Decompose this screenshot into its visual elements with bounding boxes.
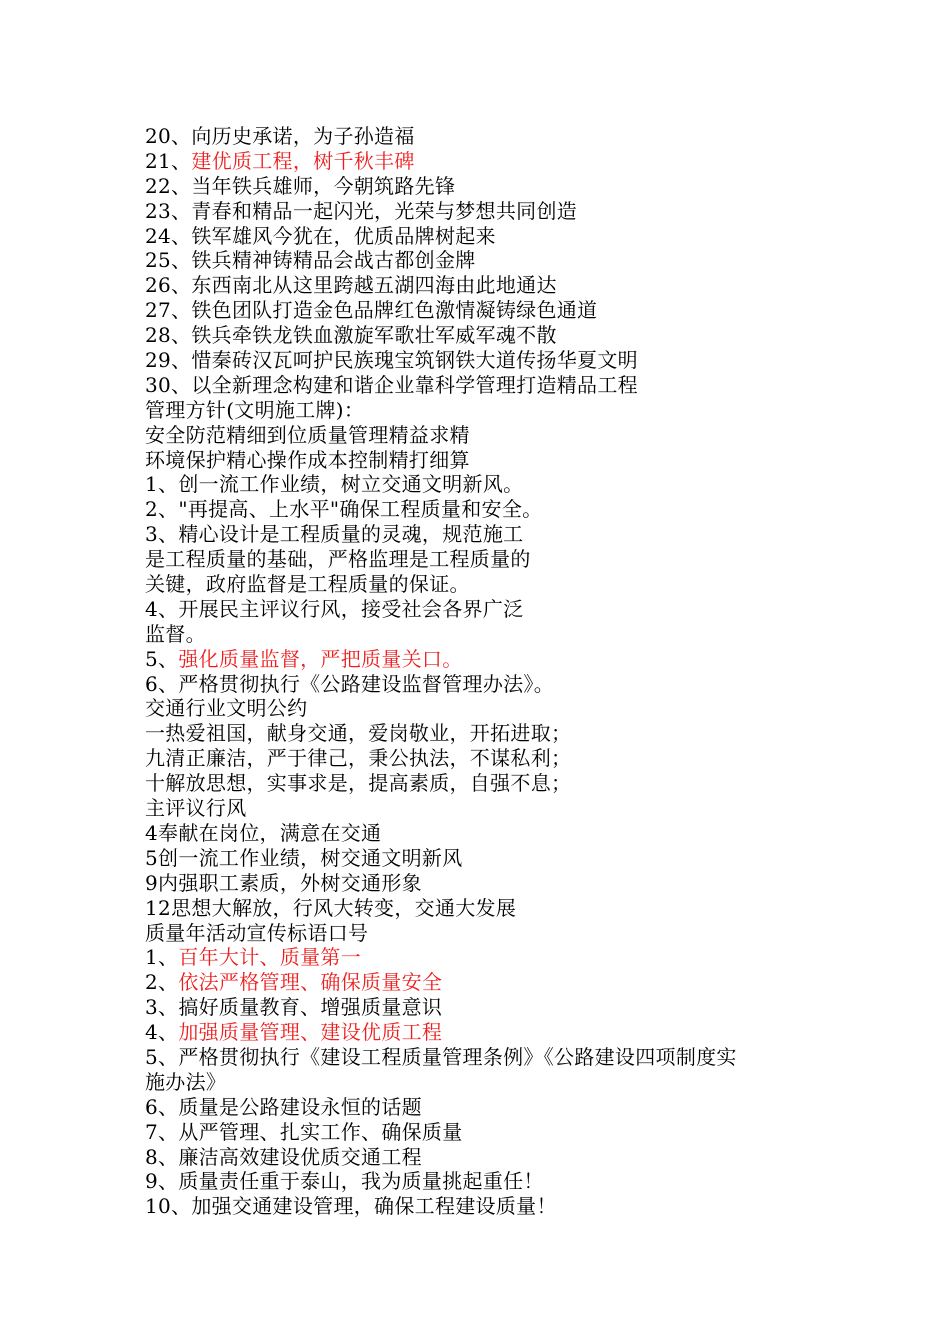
line-number: 28、 bbox=[145, 323, 192, 348]
highlighted-text: 百年大计、质量第一 bbox=[178, 945, 362, 970]
line-text: 加强交通建设管理，确保工程建设质量！ bbox=[191, 1194, 557, 1219]
highlighted-text: 强化质量监督，严把质量关口。 bbox=[178, 646, 463, 671]
line-text: 关键，政府监督是工程质量的保证。 bbox=[145, 572, 470, 597]
line-text: 一热爱祖国，献身交通，爱岗敬业，开拓进取； bbox=[145, 721, 572, 746]
line-number: 10、 bbox=[145, 1194, 192, 1219]
line-number: 5 bbox=[145, 845, 159, 870]
line-text: 施办法》 bbox=[145, 1069, 227, 1094]
document-line bbox=[145, 970, 825, 995]
line-text: 思想大解放，行风大转变，交通大发展 bbox=[171, 895, 517, 920]
line-number: 7、 bbox=[145, 1119, 179, 1144]
line-number: 4 bbox=[145, 820, 159, 845]
line-text: 搞好质量教育、增强质量意识 bbox=[178, 995, 443, 1020]
line-number: 3、 bbox=[145, 522, 179, 547]
document-line bbox=[145, 1020, 825, 1045]
document-line bbox=[145, 323, 825, 348]
line-number: 8、 bbox=[145, 1144, 179, 1169]
document-line bbox=[145, 896, 825, 921]
highlighted-text: 加强质量管理、建设优质工程 bbox=[178, 1020, 443, 1045]
line-number: 1、 bbox=[145, 472, 179, 497]
line-number: 29、 bbox=[145, 348, 192, 373]
document-line bbox=[145, 672, 825, 697]
line-text: 交通行业文明公约 bbox=[145, 696, 308, 721]
line-number: 27、 bbox=[145, 298, 192, 323]
line-number: 21、 bbox=[145, 148, 192, 173]
document-line bbox=[145, 572, 825, 597]
line-number: 4、 bbox=[145, 596, 179, 621]
line-text: 严格贯彻执行《建设工程质量管理条例》《公路建设四项制度实 bbox=[178, 1044, 737, 1069]
line-text: 是工程质量的基础，严格监理是工程质量的 bbox=[145, 547, 531, 572]
line-number: 9 bbox=[145, 870, 159, 895]
line-number: 26、 bbox=[145, 273, 192, 298]
document-line bbox=[145, 1070, 825, 1095]
document-line bbox=[145, 124, 825, 149]
document-line bbox=[145, 448, 825, 473]
line-number: 5、 bbox=[145, 646, 179, 671]
line-text: 创一流工作业绩，树立交通文明新风。 bbox=[178, 472, 524, 497]
document-line bbox=[145, 373, 825, 398]
highlighted-text: 建优质工程，树千秋丰碑 bbox=[191, 148, 415, 173]
line-text: 铁兵牵铁龙铁血激旋军歌壮军威军魂不散 bbox=[191, 323, 557, 348]
line-text: 从严管理、扎实工作、确保质量 bbox=[178, 1119, 463, 1144]
line-text: 奉献在岗位，满意在交通 bbox=[158, 820, 382, 845]
document-line bbox=[145, 696, 825, 721]
document-line bbox=[145, 622, 825, 647]
line-text: "再提高、上水平"确保工程质量和安全。 bbox=[178, 497, 543, 522]
line-text: 严格贯彻执行《公路建设监督管理办法》。 bbox=[178, 671, 555, 696]
line-text: 惜秦砖汉瓦呵护民族瑰宝筑钢铁大道传扬华夏文明 bbox=[191, 348, 638, 373]
line-text: 精心设计是工程质量的灵魂，规范施工 bbox=[178, 522, 524, 547]
line-text: 开展民主评议行风，接受社会各界广泛 bbox=[178, 596, 524, 621]
line-text: 管理方针(文明施工牌)： bbox=[145, 397, 365, 422]
line-text: 内强职工素质，外树交通形象 bbox=[158, 870, 422, 895]
document-line bbox=[145, 497, 825, 522]
document-line bbox=[145, 348, 825, 373]
line-text: 环境保护精心操作成本控制精打细算 bbox=[145, 447, 470, 472]
document-body bbox=[145, 124, 825, 1219]
document-line bbox=[145, 721, 825, 746]
document-line bbox=[145, 995, 825, 1020]
document-line bbox=[145, 423, 825, 448]
line-number: 2、 bbox=[145, 970, 179, 995]
line-text: 铁军雄风今犹在，优质品牌树起来 bbox=[191, 223, 496, 248]
document-line bbox=[145, 945, 825, 970]
line-number: 30、 bbox=[145, 372, 192, 397]
line-number: 22、 bbox=[145, 173, 192, 198]
line-text: 铁兵精神铸精品会战古都创金牌 bbox=[191, 248, 476, 273]
document-line bbox=[145, 398, 825, 423]
line-number: 5、 bbox=[145, 1044, 179, 1069]
document-line bbox=[145, 1045, 825, 1070]
line-text: 十解放思想，实事求是，提高素质，自强不息； bbox=[145, 771, 572, 796]
document-line bbox=[145, 547, 825, 572]
line-text: 九清正廉洁，严于律己，秉公执法，不谋私利； bbox=[145, 746, 572, 771]
line-text: 向历史承诺，为子孙造福 bbox=[191, 124, 415, 148]
document-line bbox=[145, 1169, 825, 1194]
line-text: 青春和精品一起闪光，光荣与梦想共同创造 bbox=[191, 198, 578, 223]
document-line bbox=[145, 921, 825, 946]
document-line bbox=[145, 273, 825, 298]
line-number: 4、 bbox=[145, 1020, 179, 1045]
document-line bbox=[145, 298, 825, 323]
document-line bbox=[145, 771, 825, 796]
line-number: 24、 bbox=[145, 223, 192, 248]
line-number: 3、 bbox=[145, 995, 179, 1020]
line-text: 创一流工作业绩，树交通文明新风 bbox=[158, 845, 463, 870]
highlighted-text: 依法严格管理、确保质量安全 bbox=[178, 970, 443, 995]
line-number: 2、 bbox=[145, 497, 179, 522]
document-line bbox=[145, 224, 825, 249]
line-number: 23、 bbox=[145, 198, 192, 223]
document-line bbox=[145, 472, 825, 497]
line-text: 监督。 bbox=[145, 621, 206, 646]
line-text: 质量是公路建设永恒的话题 bbox=[178, 1094, 422, 1119]
document-line bbox=[145, 796, 825, 821]
document-line bbox=[145, 746, 825, 771]
line-number: 25、 bbox=[145, 248, 192, 273]
document-line bbox=[145, 1120, 825, 1145]
line-number: 6、 bbox=[145, 1094, 179, 1119]
document-line bbox=[145, 846, 825, 871]
line-number: 1、 bbox=[145, 945, 179, 970]
document-line bbox=[145, 248, 825, 273]
line-text: 质量责任重于泰山，我为质量挑起重任！ bbox=[178, 1169, 544, 1194]
line-number: 12 bbox=[145, 895, 172, 920]
line-text: 铁色团队打造金色品牌红色激情凝铸绿色通道 bbox=[191, 298, 598, 323]
document-line bbox=[145, 199, 825, 224]
document-line bbox=[145, 821, 825, 846]
document-line bbox=[145, 522, 825, 547]
line-text: 东西南北从这里跨越五湖四海由此地通达 bbox=[191, 273, 557, 298]
line-text: 廉洁高效建设优质交通工程 bbox=[178, 1144, 422, 1169]
line-number: 20、 bbox=[145, 124, 192, 148]
document-line bbox=[145, 1194, 825, 1219]
document-line bbox=[145, 1095, 825, 1120]
line-text: 当年铁兵雄师，今朝筑路先锋 bbox=[191, 173, 456, 198]
document-line bbox=[145, 647, 825, 672]
line-number: 6、 bbox=[145, 671, 179, 696]
document-line bbox=[145, 871, 825, 896]
line-text: 质量年活动宣传标语口号 bbox=[145, 920, 369, 945]
line-text: 安全防范精细到位质量管理精益求精 bbox=[145, 422, 470, 447]
document-line bbox=[145, 597, 825, 622]
document-line bbox=[145, 1145, 825, 1170]
document-line bbox=[145, 174, 825, 199]
document-line bbox=[145, 149, 825, 174]
line-text: 主评议行风 bbox=[145, 796, 247, 821]
line-number: 9、 bbox=[145, 1169, 179, 1194]
line-text: 以全新理念构建和谐企业靠科学管理打造精品工程 bbox=[191, 372, 638, 397]
